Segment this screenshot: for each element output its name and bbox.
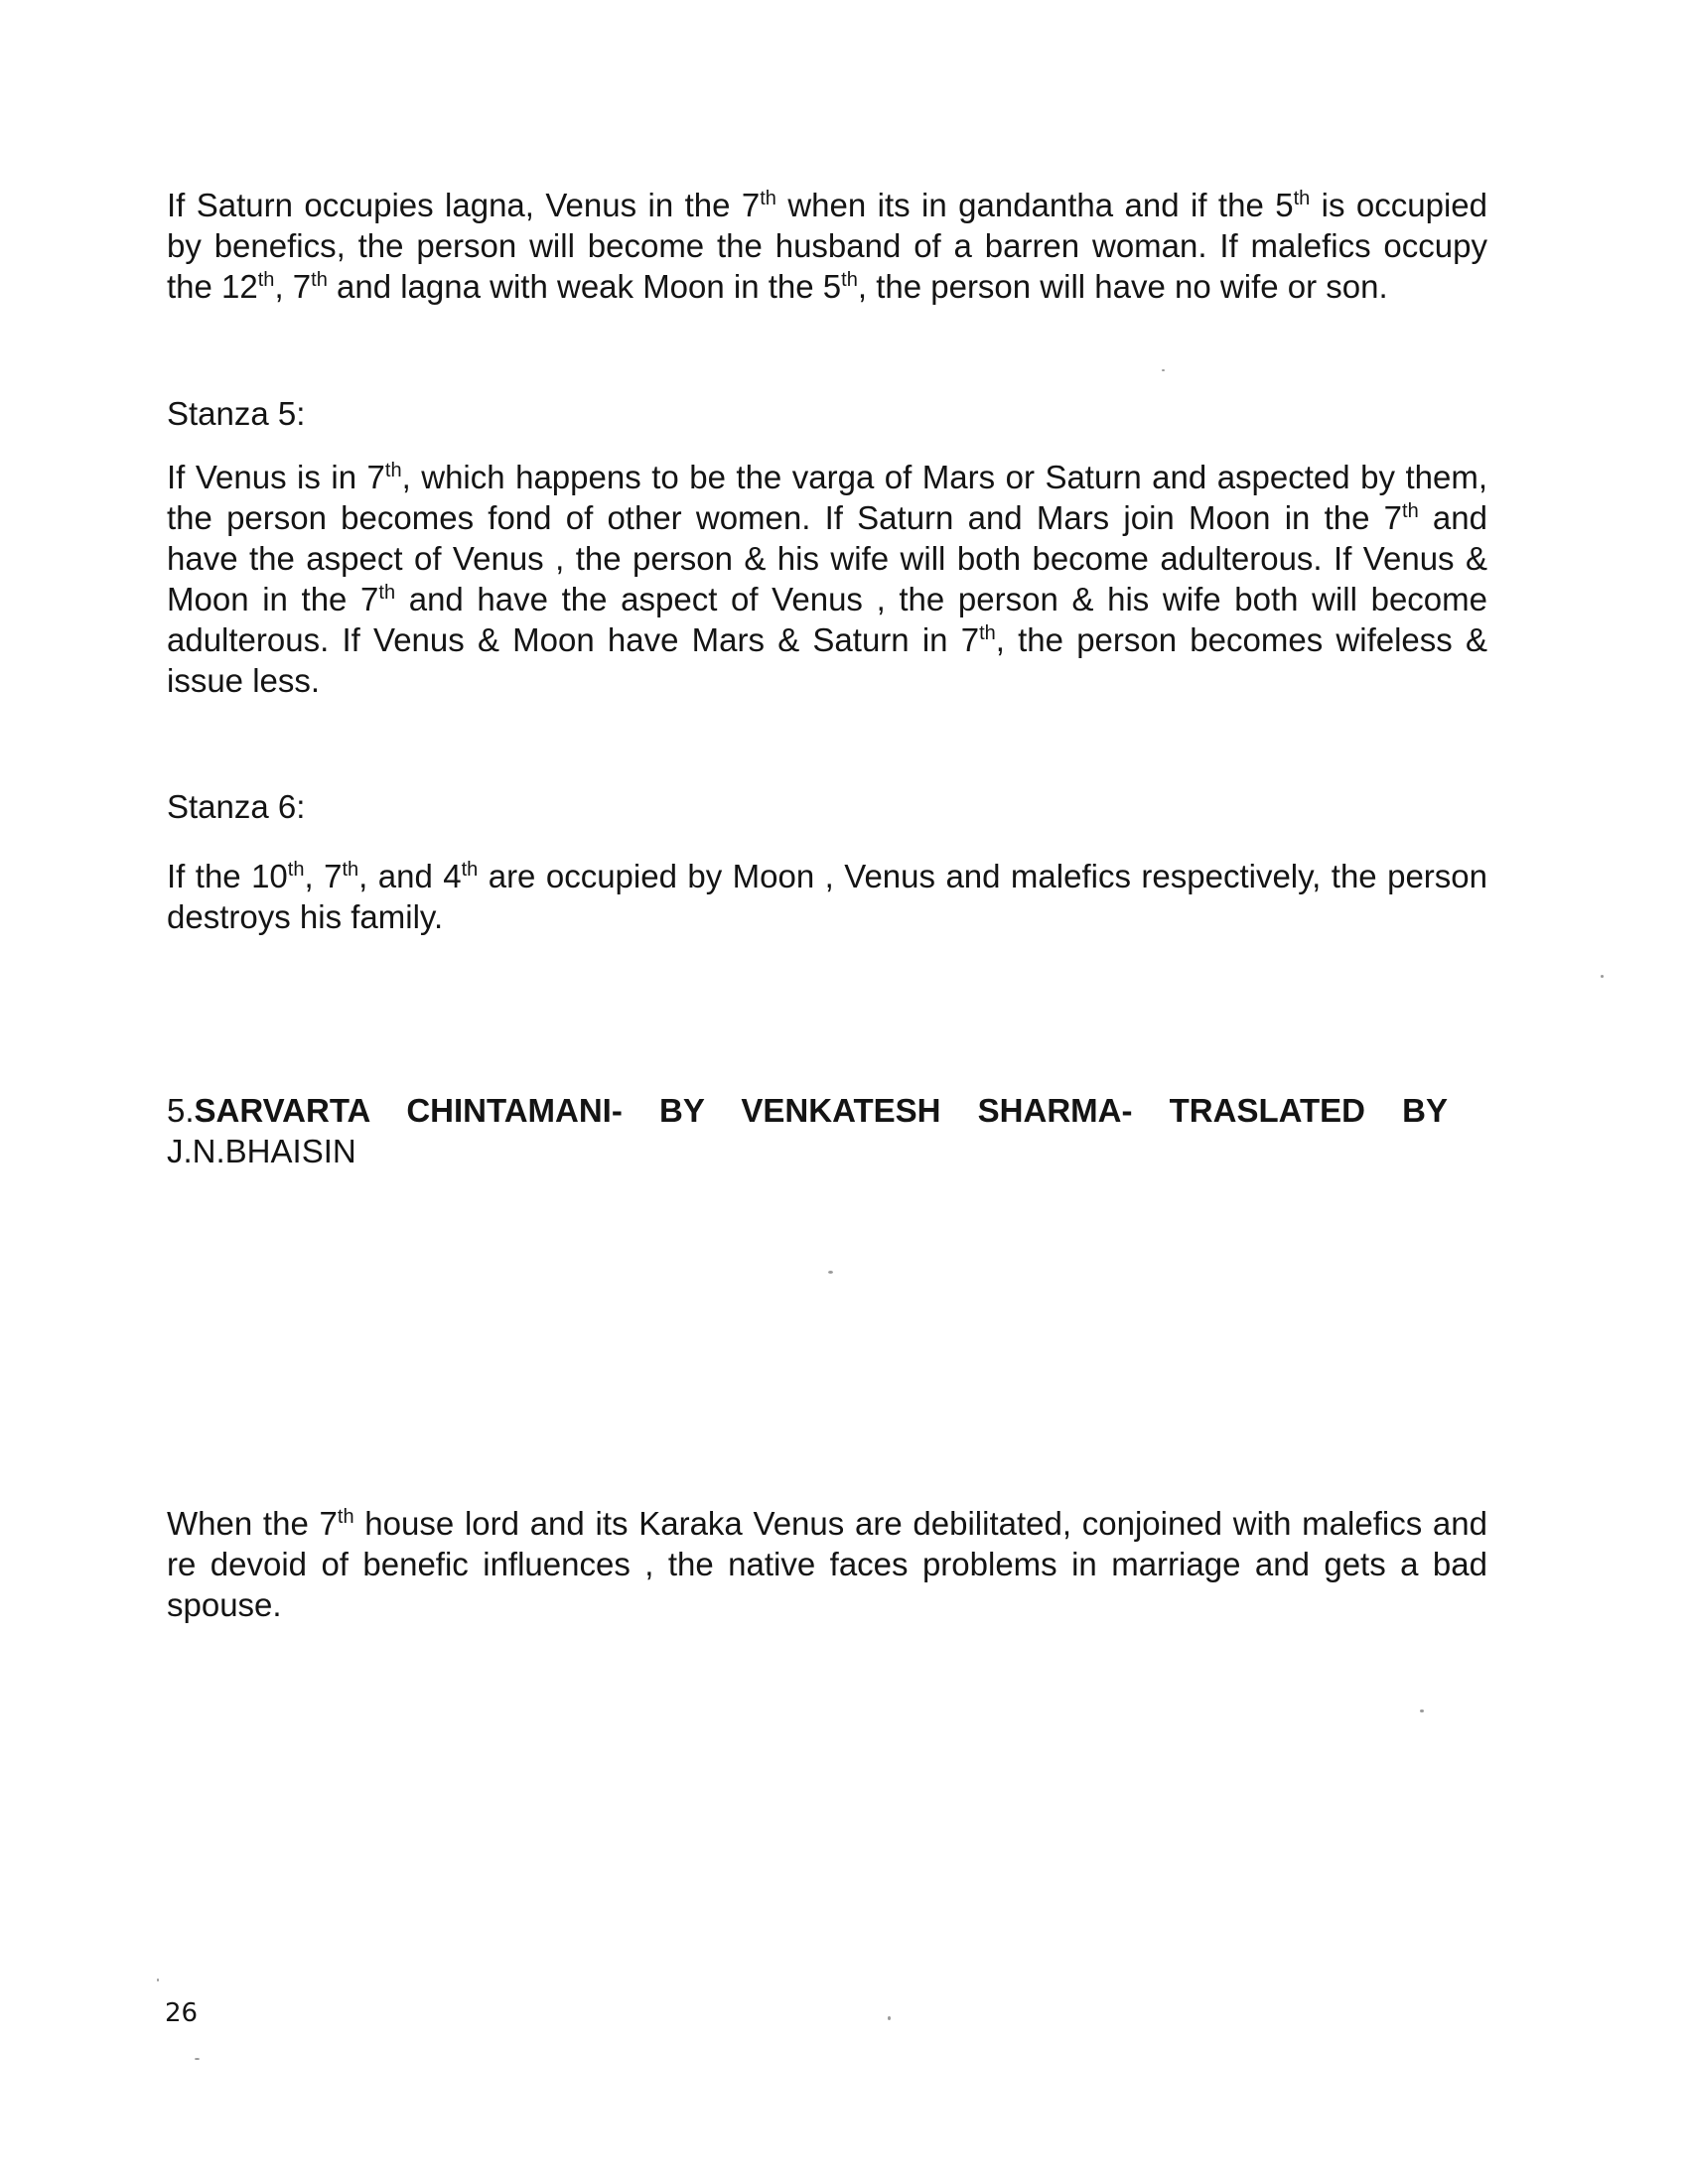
section-title-text: SARVARTA CHINTAMANI- BY VENKATESH SHARMA- TRASLATED BY — [194, 1092, 1449, 1129]
scan-speck — [1420, 1709, 1424, 1712]
paragraph-saturn-lagna: If Saturn occupies lagna, Venus in the 7th when its in gandantha and if the 5th is occupied by benefics, the person will become the husband of a barren woman. If malefics occupy the 12th, 7th and lagna with weak Moon in the 5th, the person will have no wife or son. — [167, 187, 1488, 305]
stanza-5-heading: Stanza 5: — [167, 395, 306, 432]
stanza-5-text: If Venus is in 7th, which happens to be the varga of Mars or Saturn and aspected by them, the person becomes fond of other women. If Saturn and Mars join Moon in the 7th and have the aspect of Venus , the person & his wife will both become adulterous. If Venus & Moon in the 7th and have the aspect of Venus , the person & his wife both will become adulterous. If Venus & Moon have Mars & Saturn in 7th, the person becomes wifeless & issue less. — [167, 459, 1487, 699]
scan-speck — [828, 1271, 833, 1274]
page-number: 26 — [165, 1998, 199, 2028]
scan-speck — [1601, 975, 1604, 978]
scan-speck — [195, 2058, 200, 2060]
scan-speck — [1162, 369, 1165, 371]
section-number: 5. — [167, 1092, 195, 1129]
scan-speck — [888, 2016, 891, 2020]
section-5-title — [167, 1090, 1487, 1131]
paragraph-seventh-lord: When the 7th house lord and its Karaka Venus are debilitated, conjoined with malefics and re devoid of benefic influences , the native faces problems in marriage and gets a bad spouse. — [167, 1505, 1487, 1623]
stanza-6-heading: Stanza 6: — [167, 788, 306, 825]
stanza-6-text: If the 10th, 7th, and 4th are occupied by Moon , Venus and malefics respectively, the person destroys his family. — [167, 858, 1487, 935]
scan-speck — [157, 1979, 159, 1981]
section-5-title-line2: J.N.BHAISIN — [167, 1133, 356, 1169]
